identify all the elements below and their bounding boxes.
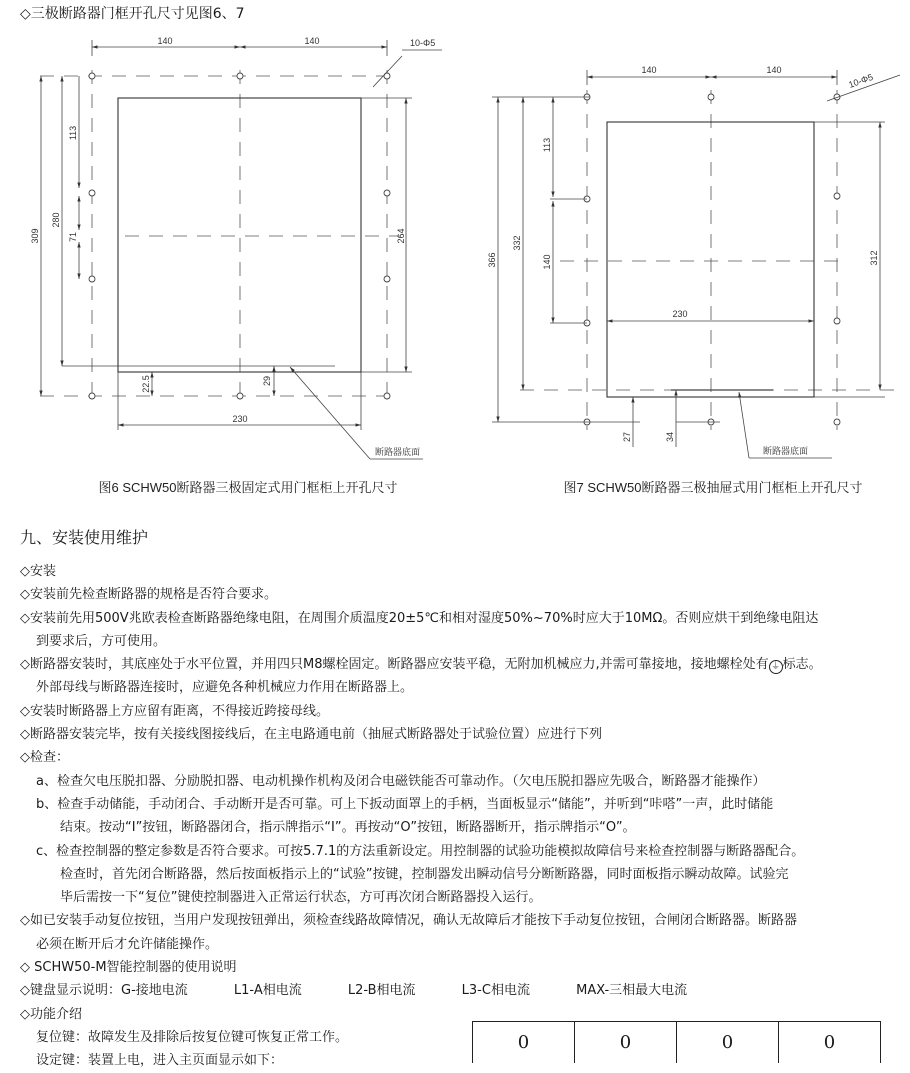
text-segment: L1-A相电流 <box>233 983 302 999</box>
installation-text <box>20 560 910 1073</box>
text-segment: ◇断路器安装时，其底座处于水平位置，并用四只M8螺栓固定。断路器应安装平稳，无附加机械应力,并需可靠接地，接地螺栓处有 <box>20 657 769 673</box>
text-line: 毕后需按一下“复位”键使控制器进入正常运行状态，方可再次闭合断路器投入运行。 <box>60 890 542 906</box>
display-digit: 0 <box>473 1022 575 1063</box>
controller-display <box>472 1021 881 1063</box>
breaker-outline <box>607 122 814 397</box>
text-line: ◇断路器安装完毕，按有关接线图接线后，在主电路通电前（抽屉式断路器处于试验位置）应进行下列 <box>20 727 602 743</box>
dim-label: 332 <box>512 235 522 251</box>
text-line: ◇功能介绍 <box>20 1006 82 1022</box>
dim-label: 29 <box>262 375 272 387</box>
text-line: b、检查手动储能，手动闭合、手动断开是否可靠。可上下扳动面罩上的手柄，当面板显示“储能”，并听到“咔嗒”一声，此时储能 <box>36 796 774 812</box>
text-line: ◇安装 <box>20 564 56 579</box>
text-line: 结束。按动“I”按钮，断路器闭合，指示牌指示“I”。再按动“O”按钮，断路器断开，指示牌指示“O”。 <box>60 820 636 836</box>
dim-label: 71 <box>68 231 78 243</box>
dim-label: 10-Φ5 <box>847 71 875 90</box>
breaker-bottom-label: 断路器底面 <box>375 447 421 457</box>
dim-label: 10-Φ5 <box>410 38 436 48</box>
breaker-bottom-label: 断路器底面 <box>763 446 809 456</box>
display-digit: 0 <box>823 1032 836 1053</box>
text-line <box>20 653 910 676</box>
dim-label: 140 <box>304 36 320 46</box>
dim-label: 113 <box>542 137 552 153</box>
figure-6-caption: 图6 SCHW50断路器三极固定式用门框柜上开孔尺寸 <box>98 480 398 495</box>
dim-label: 264 <box>396 228 406 244</box>
dim-label: 280 <box>51 212 61 228</box>
figures <box>0 0 910 510</box>
text-line: 复位键：故障发生及排除后按复位键可恢复正常工作。 <box>36 1029 349 1045</box>
dim-label: 309 <box>30 228 40 244</box>
dim-label: 140 <box>641 65 657 75</box>
display-digit: 0 <box>575 1022 677 1063</box>
text-line: 到要求后，方可使用。 <box>36 633 167 649</box>
text-line: ◇安装前先用500V兆欧表检查断路器绝缘电阻，在周围介质温度20±5℃和相对湿度50%~70%时应大于10MΩ。否则应烘干到绝缘电阻达 <box>20 610 819 626</box>
ground-icon: ⏚ <box>769 660 783 674</box>
mounting-holes <box>584 94 840 425</box>
text-line: c、检查控制器的整定参数是否符合要求。可按5.7.1的方法重新设定。用控制器的试验功能模拟故障信号来检查控制器与断路器配合。 <box>36 843 805 859</box>
dim-label: 34 <box>665 431 675 443</box>
text-line: ◇安装时断路器上方应留有距离，不得接近跨接母线。 <box>20 703 329 719</box>
figure-7-caption: 图7 SCHW50断路器三极抽屉式用门框柜上开孔尺寸 <box>563 480 863 495</box>
text-line: ◇安装前先检查断路器的规格是否符合要求。 <box>20 587 277 603</box>
figure-6 <box>30 36 442 495</box>
breaker-outline <box>118 98 361 372</box>
text-segment: ◇键盘显示说明：G-接地电流 <box>20 983 188 999</box>
display-digit: 0 <box>677 1022 779 1063</box>
dim-label: 230 <box>232 414 248 424</box>
text-line: 设定键：装置上电，进入主页面显示如下： <box>36 1053 284 1069</box>
text-line: ◇如已安装手动复位按钮，当用户发现按钮弹出，须检查线路故障情况，确认无故障后才能按下手动复位按钮，合闸闭合断路器。断路器 <box>20 913 797 929</box>
text-line: ◇ SCHW50-M智能控制器的使用说明 <box>20 960 237 976</box>
dim-label: 140 <box>542 254 552 270</box>
section-title: 九、安装使用维护 <box>20 528 149 547</box>
text-segment: L3-C相电流 <box>461 983 530 999</box>
text-segment: L2-B相电流 <box>347 983 416 999</box>
intro-text: ◇三极断路器门框开孔尺寸见图6、7 <box>20 6 245 22</box>
dim-label: 230 <box>672 309 688 319</box>
keyboard-display-line <box>20 979 910 1002</box>
dim-label: 366 <box>487 252 497 268</box>
text-line: ◇检查： <box>20 750 69 766</box>
text-line: 检查时，首先闭合断路器，然后按面板指示上的“试验”按键，控制器发出瞬动信号分断断路器，同时面板指示瞬动故障。试验完 <box>60 866 789 882</box>
dim-label: 22.5 <box>141 375 151 393</box>
text-segment: MAX-三相最大电流 <box>576 983 688 999</box>
dim-label: 27 <box>622 431 632 443</box>
dim-label: 140 <box>766 65 782 75</box>
figure-7 <box>487 65 900 495</box>
text-line: 外部母线与断路器连接时，应避免各种机械应力作用在断路器上。 <box>36 680 414 696</box>
dim-label: 113 <box>68 125 78 141</box>
dim-label: 140 <box>157 36 173 46</box>
text-line: 必须在断开后才允许储能操作。 <box>36 936 219 952</box>
text-line: a、检查欠电压脱扣器、分励脱扣器、电动机操作机构及闭合电磁铁能否可靠动作。（欠电压脱扣器应先吸合，断路器才能操作） <box>36 773 766 789</box>
dim-label: 312 <box>869 250 879 266</box>
text-segment: 标志。 <box>782 657 822 673</box>
